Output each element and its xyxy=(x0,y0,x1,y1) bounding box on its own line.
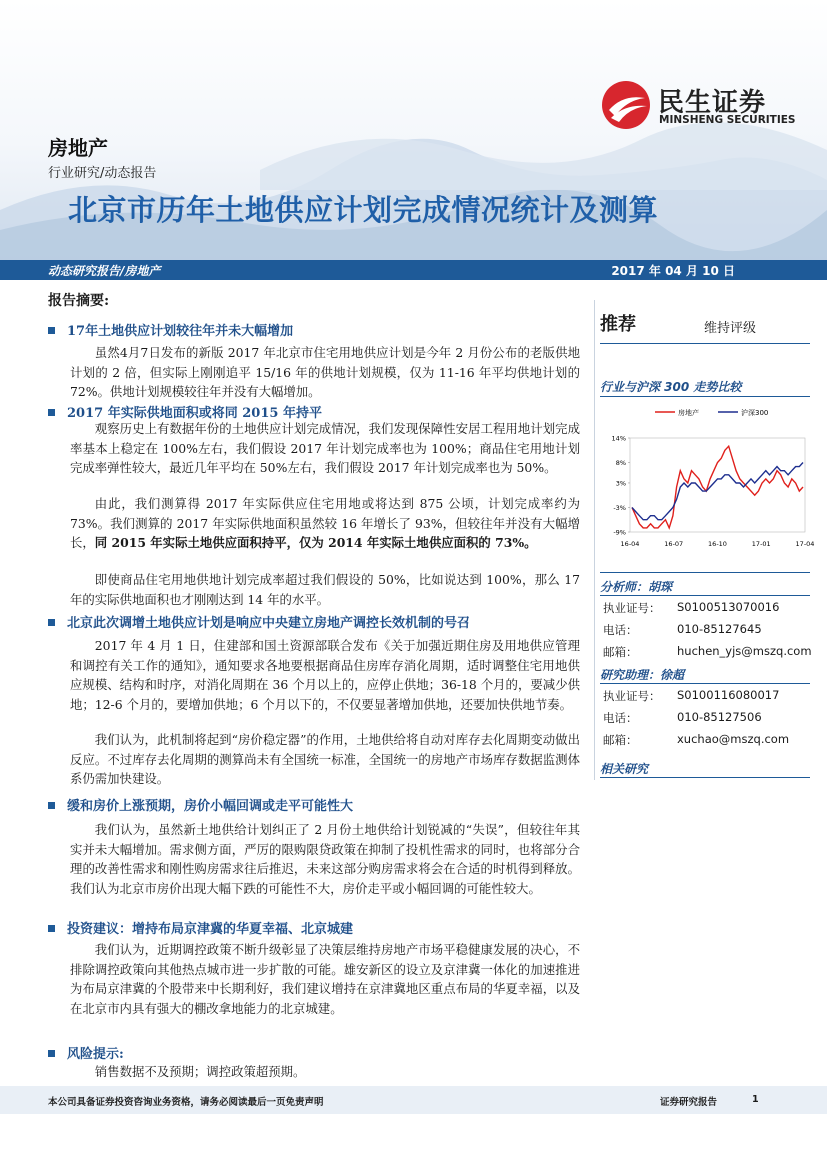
header-banner xyxy=(0,0,827,260)
analyst-email-value[interactable]: huchen_yjs@mszq.com xyxy=(677,644,812,658)
paragraph: 2017 年 4 月 1 日，住建部和国土资源部联合发布《关于加强近期住房及用地供应管理和调控有关工作的通知》，通知要求各地要根据商品住房库存消化周期，适时调整住宅用地供应规模、结构和时序，对消化周期在 36 个月以上的，应停止供地；36-18 个月的，要减少供地；12-6 个月的，要增加供地；6 个月以下的，不仅要显著增加供地，还要加快供地节奏。 xyxy=(70,638,580,712)
bullet-icon xyxy=(48,409,55,416)
analyst-license-label: 执业证号： xyxy=(603,601,661,615)
bullet-icon xyxy=(48,619,55,626)
rating-note: 维持评级 xyxy=(704,321,757,336)
chart-legend xyxy=(655,408,768,417)
analyst-heading: 分析师：胡琛 xyxy=(600,580,673,594)
analyst-phone-label: 电话： xyxy=(603,623,638,637)
trend-chart xyxy=(600,400,815,560)
footer-label: 证券研究报告 xyxy=(660,1097,718,1108)
divider xyxy=(600,572,810,573)
logo-cn-text: 民生证券 xyxy=(658,88,767,118)
divider xyxy=(600,683,810,684)
divider xyxy=(600,595,810,596)
section-heading: 缓和房价上涨预期，房价小幅回调或走平可能性大 xyxy=(48,795,353,814)
logo-mark-icon xyxy=(601,80,651,130)
section-heading: 北京此次调增土地供应计划是响应中央建立房地产调控长效机制的号召 xyxy=(48,612,470,631)
section-heading: 风险提示: xyxy=(48,1043,124,1062)
divider xyxy=(600,343,810,344)
y-tick-label: 8% xyxy=(615,459,626,468)
series-line-0 xyxy=(632,446,803,528)
analyst-email-label: 邮箱： xyxy=(603,645,638,659)
report-type: 行业研究/动态报告 xyxy=(48,166,157,181)
x-tick-label: 16-04 xyxy=(620,540,640,548)
assistant-phone-label: 电话： xyxy=(603,711,638,725)
abstract-heading: 报告摘要: xyxy=(48,293,110,309)
report-info-bar xyxy=(0,260,827,280)
section-heading: 投资建议：增持布局京津冀的华夏幸福、北京城建 xyxy=(48,918,353,937)
footer-disclaimer: 本公司具备证券投资咨询业务资格，请务必阅读最后一页免责声明 xyxy=(48,1097,324,1108)
bullet-icon xyxy=(48,802,55,809)
x-tick-label: 16-07 xyxy=(664,540,684,548)
y-tick-label: 3% xyxy=(615,479,626,488)
logo-en-text: MINSHENG SECURITIES xyxy=(659,114,796,126)
section-heading: 2017 年实际供地面积或将同 2015 年持平 xyxy=(48,402,322,421)
bullet-icon xyxy=(48,925,55,932)
paragraph: 我们认为，此机制将起到“房价稳定器”的作用，土地供给将自动对库存去化周期变动做出反应。不过库存去化周期的测算尚未有全国统一标准，全国统一的房地产市场库存数据监测体系仍需加快建设。 xyxy=(70,732,580,787)
page-number: 1 xyxy=(752,1094,759,1105)
report-date: 2017 年 04 月 10 日 xyxy=(611,264,735,278)
assistant-license-value: S0100116080017 xyxy=(677,688,780,702)
page-footer xyxy=(0,1086,827,1114)
paragraph: 由此，我们测算得 2017 年实际供应住宅用地或将达到 875 公顷，计划完成率约为 73%。我们测算的 2017 年实际供地面积虽然较 16 年增长了 93%，但较往年并没有大幅增长，同 2015 年实际土地供应面积持平，仅为 2014 年实际土地供应面积的 73%。 xyxy=(70,496,580,551)
x-tick-label: 16-10 xyxy=(708,540,727,548)
bullet-icon xyxy=(48,1050,55,1057)
assistant-license-label: 执业证号： xyxy=(603,689,661,703)
column-divider xyxy=(594,300,595,780)
analyst-phone-value: 010-85127645 xyxy=(677,622,762,636)
paragraph: 即使商品住宅用地供地计划完成率超过我们假设的 50%，比如说达到 100%，那么 17 年的实际供地面积也才刚刚达到 14 年的水平。 xyxy=(70,572,580,607)
y-tick-label: 14% xyxy=(611,434,626,443)
legend-label-1: 沪深300 xyxy=(741,409,769,417)
assistant-email-label: 邮箱： xyxy=(603,733,638,747)
paragraph: 虽然4月7日发布的新版 2017 年北京市住宅用地供应计划是今年 2 月份公布的老版供地计划的 2 倍，但实际上刚刚追平 15/16 年的供地计划规模，仅为 11-16 年平均供地计划的 72%。供地计划规模较往年并没有大幅增加。 xyxy=(70,345,580,400)
assistant-email-value[interactable]: xuchao@mszq.com xyxy=(677,732,790,746)
paragraph: 观察历史上有数据年份的土地供应计划完成情况，我们发现保障性安居工程用地计划完成率基本上稳定在 100%左右，我们假设 2017 年计划完成率也为 100%；商品住宅用地计划完成率弹性较大，最近几年平均在 50%左右，我们假设 2017 年计划完成率也为 50%。 xyxy=(70,421,580,476)
related-research-heading: 相关研究 xyxy=(600,762,649,776)
bullet-icon xyxy=(48,327,55,334)
assistant-heading: 研究助理：徐超 xyxy=(600,668,685,682)
assistant-phone-value: 010-85127506 xyxy=(677,710,762,724)
divider xyxy=(600,396,810,397)
bold-emphasis: 同 2015 年实际土地供应面积持平，仅为 2014 年实际土地供应面积的 73%。 xyxy=(94,535,537,551)
bar-report-category: 动态研究报告/房地产 xyxy=(48,264,161,278)
y-tick-label: -9% xyxy=(613,528,626,537)
y-tick-label: -3% xyxy=(613,503,626,512)
page-title: 北京市历年土地供应计划完成情况统计及测算 xyxy=(68,193,659,227)
paragraph: 我们认为，近期调控政策不断升级彰显了决策层维持房地产市场平稳健康发展的决心，不排除调控政策向其他热点城市进一步扩散的可能。雄安新区的设立及京津冀一体化的加速推进为布局京津冀的个股带来中长期利好，我们建议增持在京津冀地区重点布局的华夏幸福，以及在北京市内具有强大的棚改拿地能力的北京城建。 xyxy=(70,942,580,1016)
paragraph: 销售数据不及预期；调控政策超预期。 xyxy=(94,1064,306,1079)
legend-label-0: 房地产 xyxy=(678,409,699,417)
chart-heading: 行业与沪深 300 走势比较 xyxy=(600,380,742,394)
sector-label: 房地产 xyxy=(48,136,108,160)
divider xyxy=(600,777,810,778)
x-axis xyxy=(621,540,815,548)
x-tick-label: 17-04 xyxy=(795,540,815,548)
x-tick-label: 17-01 xyxy=(751,540,771,548)
rating-label: 推荐 xyxy=(600,314,636,335)
section-heading: 17年土地供应计划较往年并未大幅增加 xyxy=(48,320,293,339)
paragraph: 我们认为，虽然新土地供给计划纠正了 2 月份土地供给计划锐减的“失误”，但较往年其实并未大幅增加。需求侧方面，严厉的限购限贷政策在抑制了投机性需求的同时，也将部分合理的改善性需求和刚性购房需求往后推迟，未来这部分购房需求将会在合适的时机得到释放。我们认为北京市房价出现大幅下跌的可能性不大，房价走平或小幅回调的可能性较大。 xyxy=(70,822,580,896)
plot-area xyxy=(632,446,803,528)
analyst-license-value: S0100513070016 xyxy=(677,600,780,614)
company-logo xyxy=(601,80,801,132)
